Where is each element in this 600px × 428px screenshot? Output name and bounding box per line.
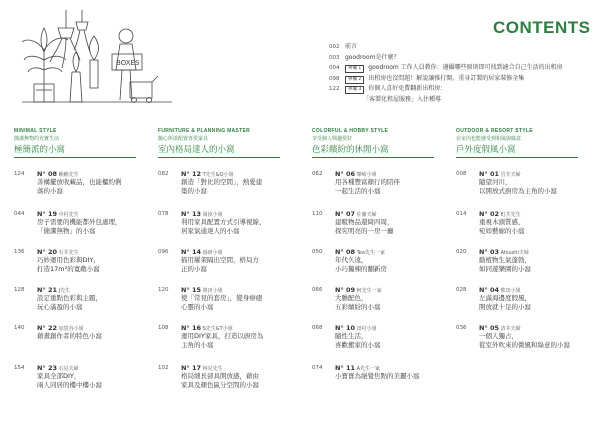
entry-title-line: 用各種豐富顏行的陪伴 [335,178,400,186]
entry-title-line: 正的小窩 [181,265,207,273]
entry-number: N° 15 [181,286,201,294]
entry-number: N° 17 [181,364,201,372]
entry-number: N° 14 [181,248,201,256]
entry-page-number: 068 [312,325,323,331]
entry-title-line: 探究明亮的一房一廳 [335,227,394,235]
entry-title-line: 宛如藝廊的小窩 [479,227,525,235]
entry-page-number: 082 [158,171,169,177]
entry-title-line: 家具全部DIY， [37,372,81,380]
entry-title-line: 打造17m²的寬敞小窩 [37,265,100,273]
entry-title-line: 動植物生氣蓬勃， [479,256,531,264]
entry-title-line: 家具及顏色區分空間的小窩 [181,381,259,389]
entry-number: N° 12 [181,170,201,178]
entry-number: N° 08 [335,248,355,256]
intro-item[interactable] [329,43,589,54]
entry-resident: T先生&O小姐 [202,172,234,178]
intro-item-text: 前言 [345,43,358,50]
entry-resident: J先生 [58,288,71,294]
entry-title-line: 喜歡搬家的小窩 [335,341,381,349]
entry-number: N° 13 [181,210,201,218]
entry-number: N° 08 [37,170,57,178]
entry-title-line: 居家氣通達人的小窩 [181,227,240,235]
entry-page-number: 108 [158,325,169,331]
entry-resident: 林見先生 [202,366,223,372]
entry-resident: 熊田小姐 [500,288,521,294]
category-column [456,128,578,349]
entry-title-line: 主角的小窩 [181,341,214,349]
entry-title-line: 使「常見的套房」，變身療癒 [181,294,263,302]
intro-item-text: 你個人喜好免費翻新出租房： [368,85,447,92]
entry-number: N° 16 [181,324,201,332]
entry-title-line: 玩心滿盈的小窩 [37,303,83,311]
entry-number: N° 01 [479,170,499,178]
entry-number: N° 04 [479,286,499,294]
category-title: 極簡派的小窩 [14,143,136,158]
entry-number: N° 19 [37,210,57,218]
entry-title-line: 落的小窩 [37,187,63,195]
entry-number: N° 21 [37,286,57,294]
entry-page-number: 096 [158,249,169,255]
entry-resident: 柯先生一家 [356,288,382,294]
intro-item-text: 「客製化租屋服務」入住種導 [363,95,442,103]
svg-text:BOXES: BOXES [116,59,140,67]
category-english-label: FURNITURE & PLANNING MASTER [158,128,250,134]
entry-page-number: 102 [158,365,169,371]
entry-resident: 町井先生 [500,212,521,218]
entry-page-number: 008 [456,171,467,177]
entry-resident: 賴賴先生 [58,172,79,178]
entry-resident: Tea先生一家 [356,250,385,256]
entry-resident: 田村小姐 [356,326,377,332]
entry-page-number: 062 [312,171,323,177]
entry-page-number: 050 [312,249,323,255]
entry-number: N° 02 [479,210,499,218]
category-column [14,128,136,389]
category-title: 戶外度假風小窩 [456,143,578,158]
entry-title-line: 運用DIY家具，打造以廚房為 [181,332,264,340]
entry-title-line: 開放就十足的小窩 [479,303,531,311]
entry-title-line: 重視木頭質感， [479,218,525,226]
intro-page-number: 098 [329,75,340,82]
intro-item-text: 出租房也沒問題！解說讓推打開，重身訂製的居家裝修全集 [368,74,525,82]
entry-resident: Atsushi夫婦 [500,250,529,256]
entry-page-number: 078 [158,211,169,217]
entry-resident: 湯研小姐 [202,250,223,256]
entry-resident: 中村先生 [58,212,79,218]
entry-title-line: 建駁物品還綺四周， [335,218,394,226]
intro-item-text: goodroom 工作人員教你：邊攝哪些原則即可找到適合自己生活的出租房 [368,64,563,71]
entry-number: N° 23 [37,364,57,372]
category-english-label: OUTDOOR & RESORT STYLE [456,128,533,134]
entry-title-line: 以開放式廚房為主角的小窩 [479,187,557,195]
entry-number: N° 20 [37,248,57,256]
entry-title-line: 五彩繽紛的小窩 [335,303,381,311]
entry-number: N° 06 [335,170,355,178]
entry-resident: 篠田小姐 [202,288,223,294]
intro-page-number: 122 [329,86,340,92]
entry-title-line: 設定重點色彩與主題， [37,294,102,302]
column-badge: 專欄 1 [345,65,364,73]
entry-page-number: 124 [14,171,25,177]
entry-resident: 清井夫婦 [500,326,521,332]
intro-item[interactable] [329,75,589,86]
category-subtitle: 在室內也能感受到和風與綠意 [456,136,522,142]
entry-title-line: 隨望河川， [479,178,512,186]
intro-item[interactable] [329,85,589,96]
intro-item-text: goodroom是什麼？ [345,53,400,61]
category-subtitle: 簡潔無物的充實生活 [14,136,60,142]
entry-title-line: 大膽配色， [335,294,368,302]
entry-page-number: 074 [312,365,323,371]
entry-number: N° 05 [479,324,499,332]
entry-page-number: 154 [14,365,25,371]
intro-page-number: 003 [329,54,340,61]
entry-title-line: 如同遊樂園的小窩 [479,265,531,273]
entry-number: N° 11 [335,364,355,372]
entry-title-line: 格局細長卻具開放感，藉由 [181,372,259,380]
entry-title-line: 心靈的小窩 [181,303,214,311]
category-english-label: MINIMAL STYLE [14,128,57,134]
entry-page-number: 028 [456,287,467,293]
intro-item[interactable] [329,96,589,107]
category-title: 色彩繽紛的休閒小窩 [312,143,434,158]
entry-page-number: 044 [14,211,25,217]
intro-page-number: 002 [329,44,340,50]
entry-page-number: 036 [456,325,467,331]
entry-page-number: 020 [456,249,467,255]
intro-list [329,43,589,106]
entry-title-line: 隨性生活， [335,332,368,340]
contents-title: CONTENTS [493,18,591,37]
entry-resident: 佐藤夫婦 [356,212,377,218]
entry-resident: S先生&T小姐 [202,326,233,332]
entry-page-number: 066 [312,287,323,293]
entry-resident: 加賀谷小姐 [58,326,84,332]
category-column [158,128,280,389]
entry-page-number: 140 [14,325,25,331]
entry-number: N° 10 [335,324,355,332]
entry-resident: 岡淳小姐 [202,212,223,218]
category-subtitle: 享受個人興趣愛好 [312,136,353,142]
entry-title-line: 一起生活的小窩 [335,187,381,195]
intro-item[interactable] [329,64,589,75]
intro-page-number: 004 [329,65,340,71]
entry-title-line: 藉畫創作者的特色小窩 [37,332,102,340]
entry-title-line: 年代久遠， [335,256,368,264]
category-title: 室內格局達人的小窩 [158,143,280,158]
entry-title-line: 房子需要的機能都外包處理， [37,218,122,226]
entry-page-number: 120 [158,287,169,293]
column-badge: 專欄 3 [345,86,364,94]
entry-resident: 岩井夫婦 [500,172,521,178]
category-column [312,128,434,380]
entry-resident: 攀崎小姐 [356,172,377,178]
entry-number: N° 03 [479,248,499,256]
column-badge: 專欄 2 [345,76,364,84]
intro-item[interactable] [329,54,589,65]
entry-page-number: 128 [14,287,25,293]
plants-illustration [22,10,172,110]
entry-number: N° 09 [335,286,355,294]
category-subtitle: 隨心所欲配置喜愛家具 [158,136,209,142]
entry-title-line: 巧妙運用色彩與DIY， [37,256,100,264]
entry-title-line: 利用家具配置方式引導視線， [181,218,266,226]
entry-title-line: 兩人同居的樓中樓小窩 [37,381,102,389]
entry-title-line: 左滿海邊度假風， [479,294,531,302]
entry-number: N° 07 [335,210,355,218]
entry-resident: A先生一家 [356,366,381,372]
entry-number: N° 22 [37,324,57,332]
entry-page-number: 136 [14,249,25,255]
entry-title-line: 築的小窩 [181,187,207,195]
entry-resident: 石井先生 [58,250,79,256]
entry-title-line: 「簡潔無物」的小窩 [37,227,96,235]
entry-title-line: 善構擺放收藏品，也能櫃約俐 [37,178,122,186]
entry-page-number: 014 [456,211,467,217]
entry-title-line: 小寶寶為絕覺焦點的美麗小窩 [335,372,420,380]
entry-page-number: 110 [312,211,323,217]
entry-title-line: 創造「對比的空間」，熱愛建 [181,178,263,186]
entry-title-line: 小巧獨棟的翻新房 [335,265,387,273]
entry-resident: 石見夫婦 [58,366,79,372]
category-english-label: COLORFUL & HOBBY STYLE [312,128,389,134]
entry-title-line: 一個人獨占， [479,332,518,340]
entry-title-line: 描用屢架隔出空間，格局方 [181,256,259,264]
entry-title-line: 從室外吹來的微風和綠意的小窩 [479,341,570,349]
